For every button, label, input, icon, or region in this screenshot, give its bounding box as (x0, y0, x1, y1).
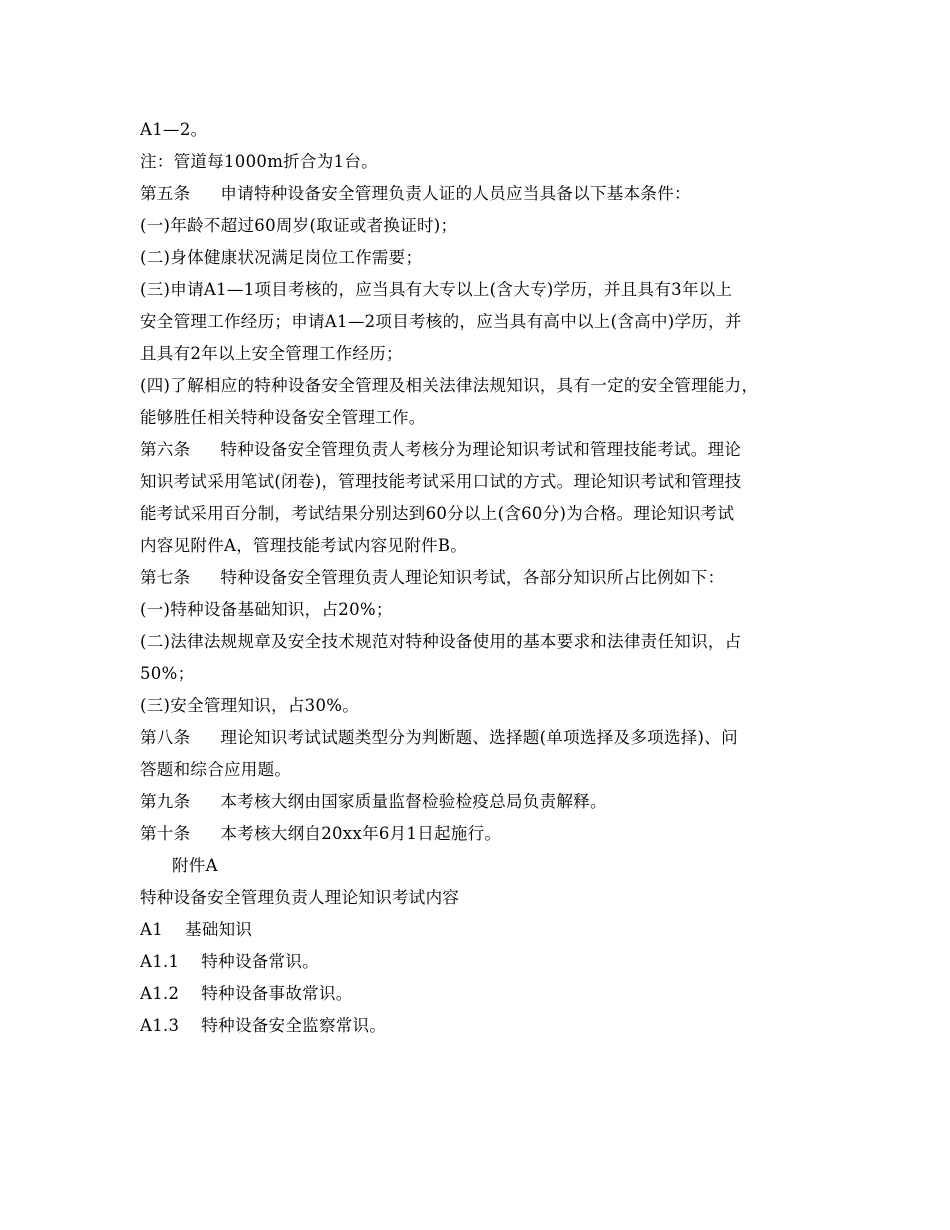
text-line: A1—2。 (140, 120, 208, 139)
article-9 (140, 786, 820, 818)
section-item (140, 1010, 820, 1042)
article-8 (140, 722, 820, 754)
article-number: 第十条 (140, 824, 191, 843)
section-text: 特种设备安全监察常识。 (201, 1016, 387, 1035)
text-line: 能考试采用百分制，考试结果分别达到60分以上(含60分)为合格。理论知识考试 (140, 504, 735, 523)
article-text: 本考核大纲自20xx年6月1日起施行。 (220, 824, 502, 843)
article-text: 本考核大纲由国家质量监督检验检疫总局负责解释。 (220, 792, 607, 811)
article-text: 理论知识考试试题类型分为判断题、选择题(单项选择及多项选择)、问 (220, 728, 738, 747)
article-5 (140, 178, 820, 210)
article-text: 特种设备安全管理负责人考核分为理论知识考试和管理技能考试。理论 (220, 440, 742, 459)
text-line: (二)法律法规规章及安全技术规范对特种设备使用的基本要求和法律责任知识，占 (140, 632, 742, 651)
text-line: (三)安全管理知识，占30%。 (140, 696, 360, 715)
section-text: 特种设备事故常识。 (201, 984, 353, 1003)
section-number: A1 (140, 920, 164, 939)
text-line: 知识考试采用笔试(闭卷)，管理技能考试采用口试的方式。理论知识考试和管理技 (140, 472, 742, 491)
text-line: 且具有2年以上安全管理工作经历； (140, 344, 403, 363)
section-item (140, 946, 820, 978)
article-number: 第九条 (140, 792, 191, 811)
section-item (140, 978, 820, 1010)
article-number: 第八条 (140, 728, 191, 747)
section-number: A1.2 (140, 984, 180, 1003)
article-number: 第六条 (140, 440, 191, 459)
article-6 (140, 434, 820, 466)
text-line: 能够胜任相关特种设备安全管理工作。 (140, 408, 426, 427)
text-line: 50%； (140, 664, 195, 683)
text-line: (一)特种设备基础知识，占20%； (140, 600, 393, 619)
text-line: 安全管理工作经历；申请A1—2项目考核的，应当具有高中以上(含高中)学历，并 (140, 312, 742, 331)
article-10 (140, 818, 820, 850)
article-7 (140, 562, 820, 594)
appendix-label: 附件A (172, 856, 218, 875)
article-number: 第五条 (140, 184, 191, 203)
text-line: 内容见附件A，管理技能考试内容见附件B。 (140, 536, 468, 555)
text-line: 答题和综合应用题。 (140, 760, 292, 779)
section-text: 基础知识 (185, 920, 253, 939)
section-number: A1.1 (140, 952, 180, 971)
article-text: 特种设备安全管理负责人理论知识考试，各部分知识所占比例如下： (220, 568, 725, 587)
article-text: 申请特种设备安全管理负责人证的人员应当具备以下基本条件： (220, 184, 691, 203)
article-number: 第七条 (140, 568, 191, 587)
section-text: 特种设备常识。 (201, 952, 319, 971)
text-line: (三)申请A1—1项目考核的，应当具有大专以上(含大专)学历，并且具有3年以上 (140, 280, 733, 299)
text-line: (二)身体健康状况满足岗位工作需要； (140, 248, 423, 267)
document-body (140, 114, 820, 1042)
appendix-title: 特种设备安全管理负责人理论知识考试内容 (140, 888, 460, 907)
section-heading (140, 914, 820, 946)
text-line: (四)了解相应的特种设备安全管理及相关法律法规知识，具有一定的安全管理能力， (140, 376, 759, 395)
note-line: 注：管道每1000m折合为1台。 (140, 152, 378, 171)
text-line: (一)年龄不超过60周岁(取证或者换证时)； (140, 216, 458, 235)
section-number: A1.3 (140, 1016, 180, 1035)
